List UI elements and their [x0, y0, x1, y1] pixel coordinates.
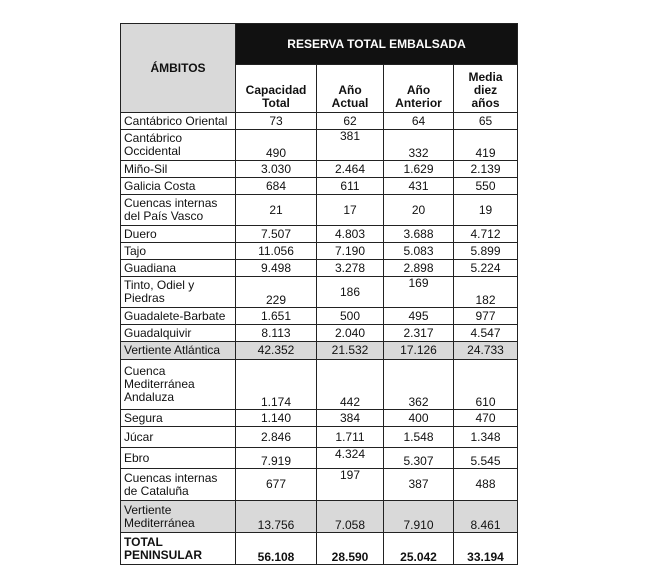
- cell-media: 5.224: [454, 260, 518, 277]
- cell-ano-anterior: 5.307: [384, 448, 454, 469]
- cell-capacidad: 677: [236, 469, 317, 501]
- cell-capacidad: 2.846: [236, 427, 317, 448]
- table-row: [121, 308, 518, 325]
- table-row: [121, 277, 518, 308]
- cell-capacidad: 8.113: [236, 325, 317, 342]
- cell-media: 5.899: [454, 243, 518, 260]
- row-name: Cuencas internas del País Vasco: [121, 195, 236, 226]
- cell-capacidad: 9.498: [236, 260, 317, 277]
- table-row: [121, 325, 518, 342]
- cell-ano-actual: 611: [317, 178, 384, 195]
- cell-capacidad: 1.651: [236, 308, 317, 325]
- cell-ano-anterior: 2.898: [384, 260, 454, 277]
- col-header-capacidad: Capacidad Total: [236, 65, 317, 113]
- cell-media: 419: [454, 130, 518, 161]
- cell-media: 4.712: [454, 226, 518, 243]
- cell-capacidad: 7.919: [236, 448, 317, 469]
- cell-ano-actual: 4.324: [317, 448, 384, 469]
- col-header-ano-actual: Año Actual: [317, 65, 384, 113]
- reservoir-table: [120, 23, 518, 565]
- cell-media: 1.348: [454, 427, 518, 448]
- table-row: [121, 195, 518, 226]
- table-row: [121, 178, 518, 195]
- cell-media: 488: [454, 469, 518, 501]
- cell-ano-actual: 7.190: [317, 243, 384, 260]
- cell-ano-actual: 500: [317, 308, 384, 325]
- reserva-header: RESERVA TOTAL EMBALSADA: [236, 24, 518, 65]
- row-name: Tinto, Odiel y Piedras: [121, 277, 236, 308]
- cell-capacidad: 490: [236, 130, 317, 161]
- cell-capacidad: 11.056: [236, 243, 317, 260]
- row-name: Guadalete-Barbate: [121, 308, 236, 325]
- cell-media: 5.545: [454, 448, 518, 469]
- cell-capacidad: 21: [236, 195, 317, 226]
- row-name: Galicia Costa: [121, 178, 236, 195]
- cell-ano-anterior: 3.688: [384, 226, 454, 243]
- cell-media: 19: [454, 195, 518, 226]
- cell-ano-actual: 2.464: [317, 161, 384, 178]
- cell-ano-actual: 28.590: [317, 533, 384, 565]
- cell-ano-anterior: 431: [384, 178, 454, 195]
- cell-ano-anterior: 20: [384, 195, 454, 226]
- cell-media: 182: [454, 277, 518, 308]
- row-name: Guadalquivir: [121, 325, 236, 342]
- row-name: Cuencas internas de Cataluña: [121, 469, 236, 501]
- cell-media: 65: [454, 113, 518, 130]
- cell-capacidad: 73: [236, 113, 317, 130]
- row-name: Guadiana: [121, 260, 236, 277]
- cell-ano-anterior: 362: [384, 360, 454, 410]
- row-name: Cantábrico Occidental: [121, 130, 236, 161]
- row-name: Tajo: [121, 243, 236, 260]
- cell-capacidad: 1.140: [236, 410, 317, 427]
- table-row: [121, 161, 518, 178]
- cell-ano-anterior: 7.910: [384, 501, 454, 533]
- table-row: [121, 427, 518, 448]
- cell-ano-actual: 3.278: [317, 260, 384, 277]
- cell-ano-anterior: 332: [384, 130, 454, 161]
- cell-ano-actual: 7.058: [317, 501, 384, 533]
- cell-ano-anterior: 1.548: [384, 427, 454, 448]
- cell-capacidad: 42.352: [236, 342, 317, 360]
- cell-capacidad: 7.507: [236, 226, 317, 243]
- row-name: TOTAL PENINSULAR: [121, 533, 236, 565]
- cell-ano-actual: 384: [317, 410, 384, 427]
- cell-ano-actual: 62: [317, 113, 384, 130]
- subtotal-row: [121, 501, 518, 533]
- row-name: Júcar: [121, 427, 236, 448]
- table-row: [121, 448, 518, 469]
- cell-ano-anterior: 1.629: [384, 161, 454, 178]
- col-header-media: Media diez años: [454, 65, 518, 113]
- row-name: Vertiente Atlántica: [121, 342, 236, 360]
- cell-capacidad: 56.108: [236, 533, 317, 565]
- row-name: Cantábrico Oriental: [121, 113, 236, 130]
- cell-ano-anterior: 2.317: [384, 325, 454, 342]
- subtotal-row: [121, 342, 518, 360]
- cell-ano-actual: 197: [317, 469, 384, 501]
- cell-ano-actual: 442: [317, 360, 384, 410]
- cell-ano-actual: 1.711: [317, 427, 384, 448]
- table-row: [121, 226, 518, 243]
- cell-ano-actual: 2.040: [317, 325, 384, 342]
- table-row: [121, 130, 518, 161]
- cell-ano-actual: 21.532: [317, 342, 384, 360]
- cell-capacidad: 13.756: [236, 501, 317, 533]
- cell-media: 550: [454, 178, 518, 195]
- table-row: [121, 113, 518, 130]
- cell-ano-anterior: 25.042: [384, 533, 454, 565]
- cell-ano-anterior: 400: [384, 410, 454, 427]
- cell-ano-actual: 186: [317, 277, 384, 308]
- col-header-ano-anterior: Año Anterior: [384, 65, 454, 113]
- cell-media: 470: [454, 410, 518, 427]
- row-name: Duero: [121, 226, 236, 243]
- cell-ano-anterior: 495: [384, 308, 454, 325]
- row-name: Cuenca Mediterránea Andaluza: [121, 360, 236, 410]
- cell-media: 4.547: [454, 325, 518, 342]
- cell-capacidad: 3.030: [236, 161, 317, 178]
- table-row: [121, 360, 518, 410]
- cell-media: 24.733: [454, 342, 518, 360]
- table-row: [121, 260, 518, 277]
- row-name: Ebro: [121, 448, 236, 469]
- cell-ano-actual: 17: [317, 195, 384, 226]
- cell-ano-actual: 4.803: [317, 226, 384, 243]
- cell-ano-anterior: 169: [384, 277, 454, 308]
- total-row: [121, 533, 518, 565]
- table-row: [121, 410, 518, 427]
- cell-capacidad: 1.174: [236, 360, 317, 410]
- cell-ano-anterior: 387: [384, 469, 454, 501]
- cell-ano-anterior: 64: [384, 113, 454, 130]
- cell-media: 2.139: [454, 161, 518, 178]
- cell-capacidad: 229: [236, 277, 317, 308]
- cell-media: 8.461: [454, 501, 518, 533]
- table-row: [121, 243, 518, 260]
- row-name: Miño-Sil: [121, 161, 236, 178]
- cell-ano-anterior: 17.126: [384, 342, 454, 360]
- cell-media: 610: [454, 360, 518, 410]
- cell-media: 977: [454, 308, 518, 325]
- table-row: [121, 469, 518, 501]
- cell-media: 33.194: [454, 533, 518, 565]
- row-name: Vertiente Mediterránea: [121, 501, 236, 533]
- ambitos-header: ÁMBITOS: [121, 24, 236, 113]
- cell-ano-actual: 381: [317, 130, 384, 161]
- row-name: Segura: [121, 410, 236, 427]
- cell-ano-anterior: 5.083: [384, 243, 454, 260]
- cell-capacidad: 684: [236, 178, 317, 195]
